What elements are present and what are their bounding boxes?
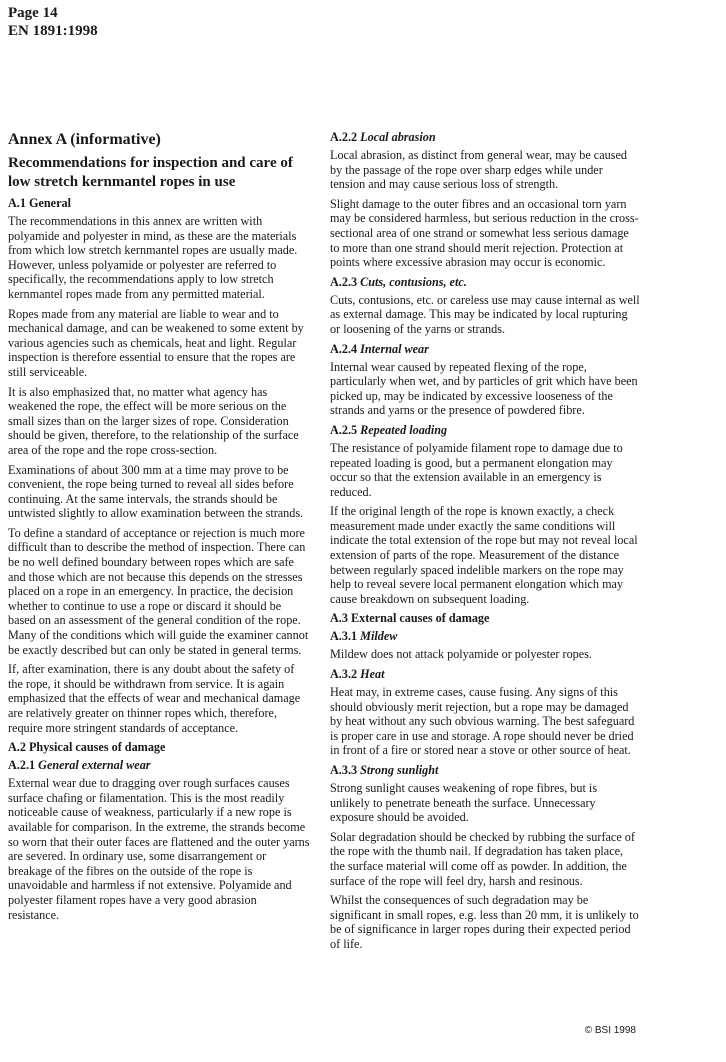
- paragraph: Solar degradation should be checked by rubbing the surface of the rope with the thumb nail. If degradation has taken place, the surface material will come off as powder. In addition, the surface of the rope will feel dry, harsh and resinous.: [330, 829, 635, 888]
- section-heading-a31: [330, 629, 640, 644]
- section-title: Cuts, contusions, etc.: [360, 274, 467, 289]
- standard-number: EN 1891:1998: [8, 23, 98, 39]
- paragraph: The recommendations in this annex are written with polyamide and polyester in mind, as these are the materials from which low stretch kernmantel ropes are usually made. However, unless polyamide or polyester are referred to specifically, the recommendations apply to low stretch kernmantel ropes made from any permitted material.: [8, 214, 298, 301]
- section-title: Internal wear: [360, 341, 429, 356]
- section-title: Repeated loading: [360, 422, 448, 437]
- section-heading-a23: [330, 275, 640, 290]
- section-heading-a21: [8, 758, 310, 773]
- section-heading-a25: [330, 423, 640, 438]
- section-number: A.3.1: [330, 629, 358, 644]
- paragraph: Examinations of about 300 mm at a time may prove to be convenient, the rope being turned to reveal all sides before continuing. At the same intervals, the strands should be untwisted slightly to allow examination between the strands.: [8, 462, 304, 521]
- section-number: A.3.3: [330, 763, 358, 777]
- section-heading-a33: [330, 763, 640, 778]
- paragraph: External wear due to dragging over rough surfaces causes surface chafing or filamentation. This is the most readily noticeable cause of weakness, particularly if a new rope is available for comparison. In the extreme, the strands become so worn that their outer faces are flattened and the outer yarns are severed. In ordinary use, some disarrangement or breakage of the fibres on the outside of the rope is unavoidable and harmless if not extensive. Polyamide and polyester filament ropes have a very good abrasion resistance.: [8, 776, 310, 922]
- paragraph: Heat may, in extreme cases, cause fusing. Any signs of this should obviously merit rejection, but a rope may be damaged by heat without any such obvious warning. The best safeguard is proper care in use and storage. A rope should never be dried in front of a fire or stored near a stove or other source of heat.: [330, 685, 635, 758]
- right-column: [330, 130, 640, 957]
- section-heading-a1: A.1 General: [8, 196, 71, 210]
- section-heading-a32: [330, 667, 640, 682]
- paragraph: The resistance of polyamide filament rope to damage due to repeated loading is good, but a permanent elongation may occur so that the extension available in an emergency is reduced.: [330, 440, 623, 499]
- left-column: [8, 130, 310, 927]
- copyright-footer: © BSI 1998: [584, 1025, 636, 1036]
- section-title: Mildew: [360, 629, 398, 644]
- section-heading-a22: [330, 130, 640, 145]
- paragraph: Strong sunlight causes weakening of rope fibres, but is unlikely to penetrate beneath the surface. Unnecessary exposure should be avoided.: [330, 781, 598, 825]
- paragraph: If, after examination, there is any doubt about the safety of the rope, it should be withdrawn from service. It is again emphasized that the effects of wear and mechanical damage are relatively greater on thinner ropes which, therefore, require more stringent standards of acceptance.: [8, 662, 301, 735]
- section-heading-a2: A.2 Physical causes of damage: [8, 740, 166, 755]
- section-number: A.3.2: [330, 667, 358, 682]
- paragraph: To define a standard of acceptance or rejection is much more difficult than to describe the method of inspection. There can be no well defined boundary between ropes which are safe and those which are not because this depends on the stresses placed on a rope in an emergency. In practice, the decision whether to continue to use a rope or discard it should be based on an assessment of the general condition of the rope. Many of the conditions which will guide the examiner cannot be exactly described but can only be stated in general terms.: [8, 525, 309, 657]
- section-number: A.2.2: [330, 130, 358, 144]
- paragraph: Internal wear caused by repeated flexing of the rope, particularly when wet, and by particles of grit which have been picked up, may be indicated by excessive looseness of the strands and yarns or the presence of powdered fibre.: [330, 359, 638, 418]
- section-number: A.2.5: [330, 422, 358, 437]
- paragraph: If the original length of the rope is known exactly, a check measurement made under exactly the same conditions will indicate the total extension of the rope but may not reveal local extension of parts of the rope. Measurement of the distance between regularly spaced indelible markers on the rope may help to reveal severe local permanent elongation which may cause breakdown on subsequent loading.: [330, 504, 638, 606]
- page-number: Page 14: [8, 5, 58, 21]
- paragraph: It is also emphasized that, no matter what agency has weakened the rope, the effect will be more serious on the small sizes than on the larger sizes of rope. Consideration should be given, therefore, to the relationship of the surface area of the rope and the rope cross-section.: [8, 384, 299, 457]
- paragraph: Mildew does not attack polyamide or polyester ropes.: [330, 647, 592, 662]
- section-title: General external wear: [38, 758, 151, 773]
- section-title: Heat: [360, 667, 385, 682]
- annex-subtitle: Recommendations for inspection and care of low stretch kernmantel ropes in use: [8, 155, 293, 190]
- section-number: A.2.3: [330, 274, 358, 289]
- paragraph: Local abrasion, as distinct from general wear, may be caused by the passage of the rope over sharp edges while under tension and may cause serious loss of strength.: [330, 148, 627, 192]
- paragraph: Slight damage to the outer fibres and an occasional torn yarn may be considered harmless, but serious reduction in the cross-sectional area of one strand or somewhat less serious damage to more than one strand should merit rejection. Protection at points where excessive abrasion may occur is economic.: [330, 196, 639, 270]
- annex-title: Annex A (informative): [8, 131, 161, 148]
- paragraph: Whilst the consequences of such degradation may be significant in small ropes, e.g. less than 20 mm, it is unlikely to be of significance in larger ropes during their expected period of life.: [330, 893, 639, 951]
- section-number: A.2.1: [8, 758, 36, 773]
- section-title: Strong sunlight: [360, 763, 439, 777]
- section-title: Local abrasion: [360, 130, 436, 144]
- paragraph: Cuts, contusions, etc. or careless use may cause internal as well as external damage. This may be indicated by local rupturing or loosening of the yarns or strands.: [330, 292, 640, 336]
- section-heading-a3: A.3 External causes of damage: [330, 611, 490, 626]
- section-number: A.2.4: [330, 341, 358, 356]
- paragraph: Ropes made from any material are liable to wear and to mechanical damage, and can be weakened to some extent by various agencies such as chemicals, heat and light. Regular inspection is therefore essential to ensure that the ropes are still serviceable.: [8, 306, 304, 379]
- section-heading-a24: [330, 342, 640, 357]
- page-header: [8, 4, 98, 40]
